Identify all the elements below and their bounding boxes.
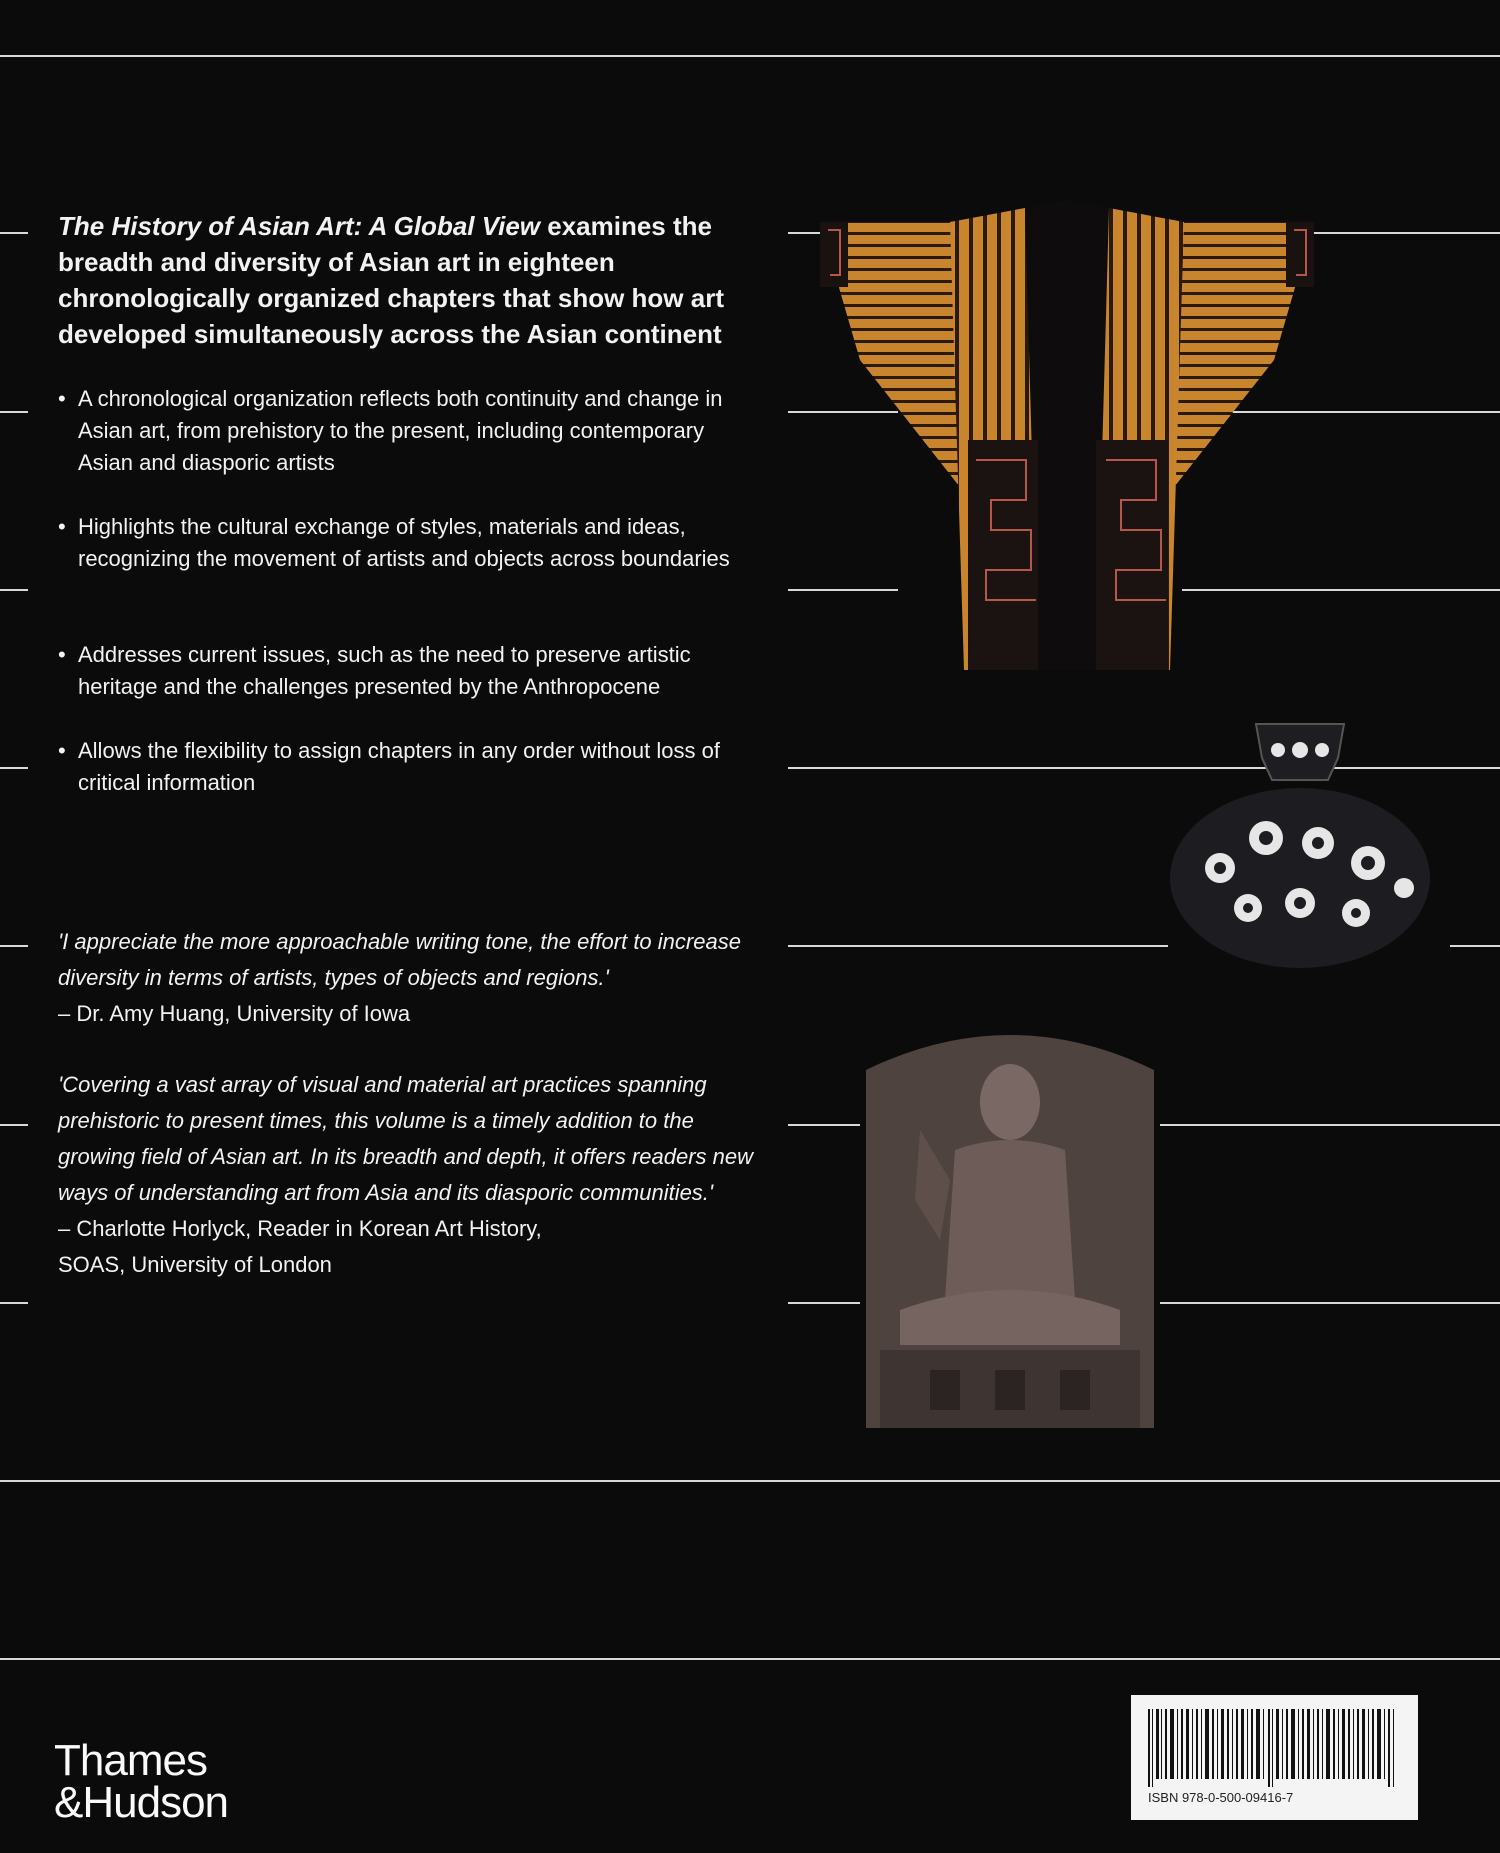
- rule-bottom: [0, 1658, 1500, 1660]
- rule: [788, 232, 822, 234]
- rule: [1160, 1124, 1500, 1126]
- quote-attribution-line-1: – Charlotte Horlyck, Reader in Korean Art History,: [58, 1216, 542, 1241]
- rule: [0, 232, 28, 234]
- quote-attribution: – Dr. Amy Huang, University of Iowa: [58, 1001, 411, 1026]
- rule: [1160, 1302, 1500, 1304]
- rule: [788, 1124, 860, 1126]
- isbn-number: ISBN 978-0-500-09416-7: [1148, 1790, 1294, 1805]
- rule: [0, 411, 28, 413]
- rule: [1312, 232, 1500, 234]
- striped-robe-image: [820, 200, 1314, 690]
- rule: [1450, 945, 1500, 947]
- rule: [0, 767, 28, 769]
- rule: [788, 945, 1168, 947]
- rule: [0, 945, 28, 947]
- quote-attribution-line-2: SOAS, University of London: [58, 1252, 332, 1277]
- intro-text: examines the breadth and diversity of Asian art in eighteen chronologically organized chapters that show how art developed simultaneously across the Asian continent: [58, 211, 724, 349]
- barcode: [1131, 1695, 1418, 1820]
- quote-text: 'Covering a vast array of visual and material art practices spanning prehistoric to present times, this volume is a timely addition to the growing field of Asian art. In its breadth and depth, it offers readers new ways of understanding art from Asia and its diasporic communities.': [58, 1072, 754, 1205]
- barcode-bars: [1148, 1709, 1400, 1787]
- rule: [0, 1124, 28, 1126]
- publisher-logo-line-2: &Hudson: [54, 1778, 229, 1827]
- publisher-logo-line-1: Thames: [54, 1736, 207, 1785]
- book-title: The History of Asian Art: A Global View: [58, 211, 541, 241]
- quote-text: 'I appreciate the more approachable writing tone, the effort to increase diversity in terms of artists, types of objects and regions.': [58, 929, 741, 990]
- list-item: • Highlights the cultural exchange of styles, materials and ideas, recognizing the movement of artists and objects across boundaries: [58, 511, 758, 575]
- rule: [0, 589, 28, 591]
- rule: [0, 1480, 1500, 1482]
- list-item: • Allows the flexibility to assign chapters in any order without loss of critical information: [58, 735, 758, 799]
- rule: [788, 1302, 860, 1304]
- inlaid-vase-image: [1168, 718, 1432, 968]
- review-quote-2: [58, 1067, 758, 1283]
- list-item: • Addresses current issues, such as the need to preserve artistic heritage and the challenges presented by the Anthropocene: [58, 639, 758, 703]
- rule: [0, 1302, 28, 1304]
- rule-top: [0, 55, 1500, 57]
- review-quote-1: [58, 924, 758, 1032]
- intro-paragraph: [58, 208, 758, 352]
- publisher-logo: [54, 1736, 229, 1827]
- seated-buddha-relief-image: [860, 1010, 1160, 1430]
- list-item: • A chronological organization reflects both continuity and change in Asian art, from prehistory to the present, including contemporary Asian and diasporic artists: [58, 383, 758, 479]
